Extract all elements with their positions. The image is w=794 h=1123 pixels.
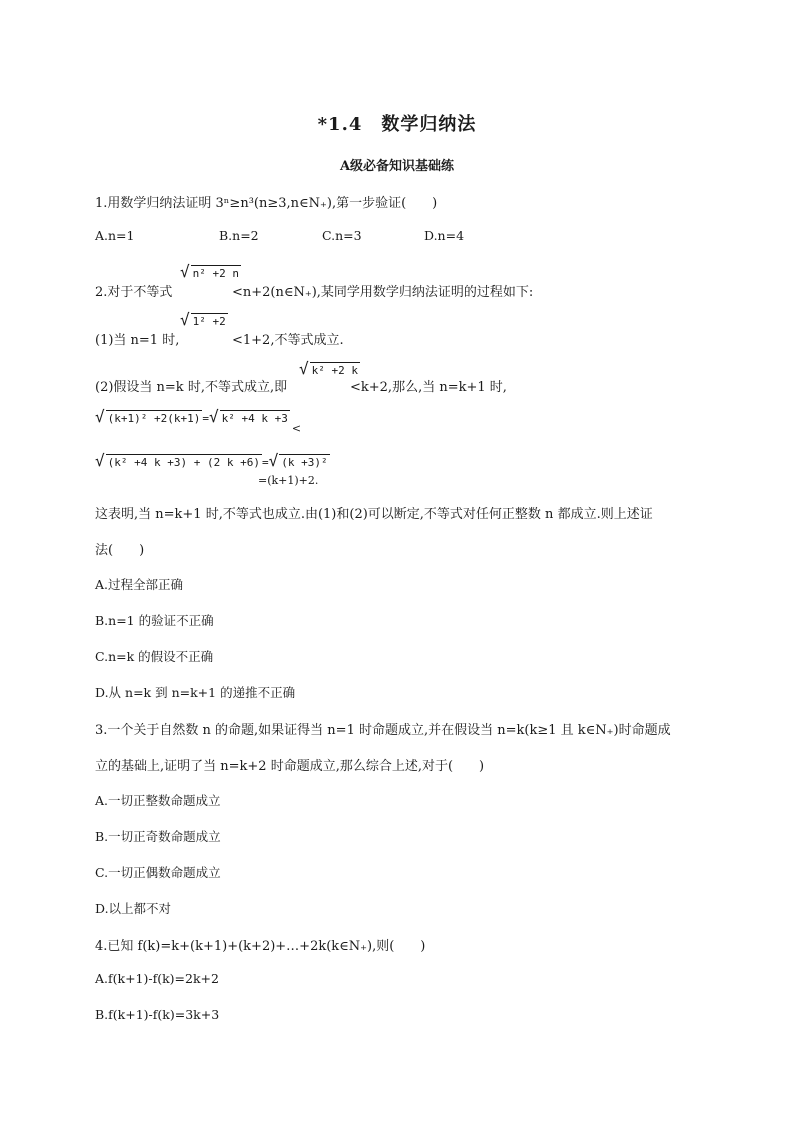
question-3-option-c: C.一切正偶数命题成立 [95,865,221,880]
question-3-option-b: B.一切正奇数命题成立 [95,829,221,844]
question-1-option-d: D.n=4 [424,228,465,243]
step-1-prefix: (1)当 n=1 时, [95,333,180,348]
question-4-option-b: B.f(k+1)-f(k)=3k+3 [95,1007,220,1022]
question-3-option-d: D.以上都不对 [95,901,172,916]
equation-1-right: k² +4 k +3 [221,412,288,425]
question-1-option-b: B.n=2 [219,228,259,243]
question-1-stem: 1.用数学归纳法证明 3ⁿ≥n³(n≥3,n∈N₊),第一步验证( ) [95,196,438,211]
step-2-prefix: (2)假设当 n=k 时,不等式成立,即 [95,380,288,395]
equation-1-tail: < [291,422,302,435]
equation-1-left: (k+1)² +2(k+1) [107,412,201,425]
question-2-radical-body: n² +2 n [192,267,239,280]
question-2-option-a: A.过程全部正确 [95,577,184,592]
question-2-radical: √ n² +2 n [180,262,239,281]
question-3-stem-line-2: 立的基础上,证明了当 n=k+2 时命题成立,那么综合上述,对于( ) [95,759,485,774]
equation-2-right-radical: √ (k +3)² [268,451,328,470]
equation-2-right: (k +3)² [281,456,328,469]
question-4-stem: 4.已知 f(k)=k+(k+1)+(k+2)+…+2k(k∈N₊),则( ) [95,939,426,954]
equation-1-right-radical: √ k² +4 k +3 [208,407,288,426]
step-1-suffix: <1+2,不等式成立. [232,333,344,348]
equation-2 [95,451,330,470]
step-2-radical: √ k² +2 k [299,359,358,378]
equation-2-equals: = [261,456,269,469]
equation-2-left-radical: √ (k² +4 k +3) + (2 k +6) [95,451,260,470]
question-1-option-a: A.n=1 [95,228,135,243]
question-3-stem-line-1: 3.一个关于自然数 n 的命题,如果证得当 n=1 时命题成立,并在假设当 n=k(k≥1 且 k∈N₊)时命题成 [95,723,671,738]
question-1-option-c: C.n=3 [322,228,362,243]
equation-2-tail: =(k+1)+2. [258,474,319,487]
question-2-conclusion-line-2: 法( ) [95,543,145,558]
equation-1-equals: = [202,412,209,425]
equation-1 [95,407,302,435]
question-2-conclusion-line-1: 这表明,当 n=k+1 时,不等式也成立.由(1)和(2)可以断定,不等式对任何正整数 n 都成立.则上述证 [95,507,653,522]
equation-2-left: (k² +4 k +3) + (2 k +6) [107,456,260,469]
question-2-option-b: B.n=1 的验证不正确 [95,613,214,628]
equation-1-left-radical: √ (k+1)² +2(k+1) [95,407,201,426]
question-4-option-a: A.f(k+1)-f(k)=2k+2 [95,971,219,986]
question-3-option-a: A.一切正整数命题成立 [95,793,221,808]
step-1-radical: √ 1² +2 [180,310,226,329]
question-2-option-c: C.n=k 的假设不正确 [95,649,214,664]
page-title: *1.4 数学归纳法 [317,114,477,135]
question-2-stem-prefix: 2.对于不等式 [95,285,173,300]
step-2-suffix: <k+2,那么,当 n=k+1 时, [350,380,507,395]
section-subtitle: A级必备知识基础练 [339,159,455,174]
step-2-radical-body: k² +2 k [311,364,358,377]
question-2-stem-suffix: <n+2(n∈N₊),某同学用数学归纳法证明的过程如下: [232,285,534,300]
question-2-option-d: D.从 n=k 到 n=k+1 的递推不正确 [95,685,296,700]
step-1-radical-body: 1² +2 [192,315,226,328]
